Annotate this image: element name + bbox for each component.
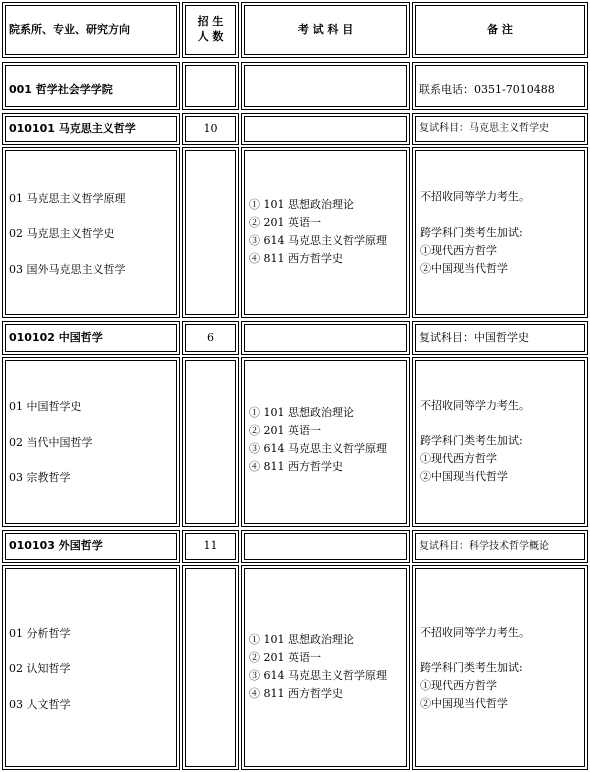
remarks-cell <box>412 147 588 318</box>
school-contact-phone: 联系电话：0351-7010488 <box>419 82 555 96</box>
school-exam-cell <box>241 62 410 110</box>
exam-subject-item: ② 201 英语一 <box>249 424 321 437</box>
enrollment-count: 6 <box>207 330 214 344</box>
exam-subject-item: ① 101 思想政治理论 <box>249 633 354 646</box>
enrollment-count: 10 <box>203 121 218 135</box>
remark-item: 不招收同等学力考生。 <box>420 399 530 412</box>
major-exam-cell <box>241 113 410 145</box>
major-name: 010101 马克思主义哲学 <box>9 121 136 135</box>
detail-count-cell <box>182 147 239 318</box>
remark-item: ②中国现当代哲学 <box>420 470 508 483</box>
exam-subject-item: ④ 811 西方哲学史 <box>249 460 343 473</box>
major-count-cell <box>182 321 239 355</box>
exam-subject-item: ② 201 英语一 <box>249 216 321 229</box>
direction-item: 03 宗教哲学 <box>9 471 71 484</box>
exam-subject-item: ② 201 英语一 <box>249 651 321 664</box>
enrollment-count: 11 <box>203 539 218 553</box>
remark-item: ②中国现当代哲学 <box>420 262 508 275</box>
remark-item: ①现代西方哲学 <box>420 679 497 692</box>
school-note-cell <box>412 62 588 110</box>
school-name-cell <box>2 62 180 110</box>
remark-item: 不招收同等学力考生。 <box>420 190 530 203</box>
direction-item: 01 中国哲学史 <box>9 400 82 413</box>
detail-count-cell <box>182 357 239 527</box>
direction-item: 03 国外马克思主义哲学 <box>9 263 126 276</box>
retest-subject: 复试科目：中国哲学史 <box>419 330 529 344</box>
exam-subjects-cell <box>241 147 410 318</box>
major-exam-cell <box>241 530 410 563</box>
major-name: 010102 中国哲学 <box>9 330 103 344</box>
exam-subject-item: ① 101 思想政治理论 <box>249 198 354 211</box>
header-department-text: 院系所、专业、研究方向 <box>9 22 130 36</box>
school-name: 001 哲学社会学学院 <box>9 82 113 96</box>
header-exam-subjects-text: 考 试 科 目 <box>297 22 354 36</box>
major-note-cell <box>412 530 588 563</box>
header-remarks-text: 备 注 <box>487 22 513 36</box>
remark-item: 跨学科门类考生加试: <box>420 226 523 239</box>
exam-subject-item: ③ 614 马克思主义哲学原理 <box>249 442 387 455</box>
remark-item: 跨学科门类考生加试: <box>420 661 523 674</box>
remark-item: ②中国现当代哲学 <box>420 697 508 710</box>
major-name-cell <box>2 321 180 355</box>
exam-subject-item: ③ 614 马克思主义哲学原理 <box>249 669 387 682</box>
major-count-cell <box>182 113 239 145</box>
remarks-cell <box>412 357 588 527</box>
direction-item: 03 人文哲学 <box>9 698 71 711</box>
header-department <box>2 2 180 58</box>
exam-subjects-cell <box>241 565 410 770</box>
exam-subject-item: ③ 614 马克思主义哲学原理 <box>249 234 387 247</box>
exam-subject-item: ④ 811 西方哲学史 <box>249 252 343 265</box>
directions-cell <box>2 357 180 527</box>
retest-subject: 复试科目：马克思主义哲学史 <box>419 123 549 135</box>
major-note-cell <box>412 113 588 145</box>
major-exam-cell <box>241 321 410 355</box>
direction-item: 01 马克思主义哲学原理 <box>9 192 126 205</box>
major-name-cell <box>2 530 180 563</box>
direction-item: 01 分析哲学 <box>9 627 71 640</box>
retest-subject: 复试科目：科学技术哲学概论 <box>419 540 549 552</box>
directions-cell <box>2 565 180 770</box>
exam-subjects-cell <box>241 357 410 527</box>
detail-count-cell <box>182 565 239 770</box>
remark-item: 不招收同等学力考生。 <box>420 626 530 639</box>
major-note-cell <box>412 321 588 355</box>
major-count-cell <box>182 530 239 563</box>
major-name: 010103 外国哲学 <box>9 539 103 553</box>
remark-item: ①现代西方哲学 <box>420 452 497 465</box>
exam-subject-item: ④ 811 西方哲学史 <box>249 687 343 700</box>
major-name-cell <box>2 113 180 145</box>
direction-item: 02 当代中国哲学 <box>9 436 93 449</box>
remark-item: ①现代西方哲学 <box>420 244 497 257</box>
header-remarks <box>412 2 588 58</box>
header-enrollment-line1: 招 生 <box>197 15 224 29</box>
exam-subject-item: ① 101 思想政治理论 <box>249 406 354 419</box>
remarks-cell <box>412 565 588 770</box>
direction-item: 02 认知哲学 <box>9 662 71 675</box>
header-enrollment-line2: 人 数 <box>197 30 224 43</box>
school-count-cell <box>182 62 239 110</box>
header-exam-subjects <box>241 2 410 58</box>
directions-cell <box>2 147 180 318</box>
direction-item: 02 马克思主义哲学史 <box>9 227 115 240</box>
remark-item: 跨学科门类考生加试: <box>420 434 523 447</box>
header-enrollment <box>182 2 239 58</box>
